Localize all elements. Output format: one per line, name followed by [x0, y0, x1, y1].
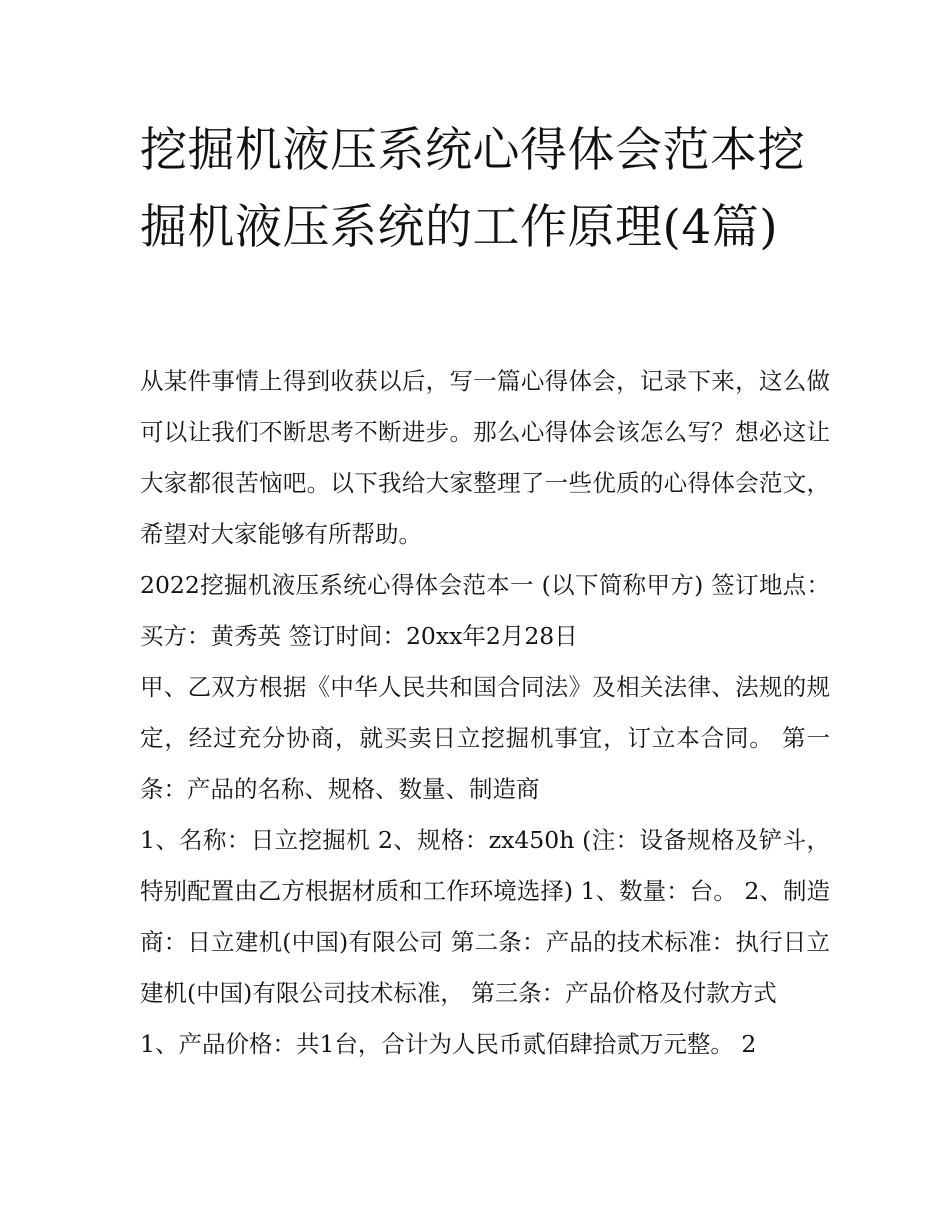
price-paragraph: 1、产品价格：共1台，合计为人民币贰佰肆拾贰万元整。 2 [140, 1030, 757, 1058]
product-spec-paragraph: 1、名称：日立挖掘机 2、规格：zx450h (注：设备规格及铲斗，特别配置由乙方根据材质和工作环境选择) 1、数量：台。 2、制造商：日立建机(中国)有限公司 第二条：产品的技术标准：执行日立建机(中国)有限公司技术标准， 第三条：产品价格及付款方式 [140, 826, 830, 1007]
intro-paragraph: 从某件事情上得到收获以后，写一篇心得体会，记录下来，这么做可以让我们不断思考不断进步。那么心得体会该怎么写？想必这让大家都很苦恼吧。以下我给大家整理了一些优质的心得体会范文，希望对大家能够有所帮助。 [140, 367, 830, 548]
document-body [140, 356, 830, 1070]
document-title: 挖掘机液压系统心得体会范本挖掘机液压系统的工作原理(4篇) [140, 123, 805, 255]
contract-header-paragraph: 2022挖掘机液压系统心得体会范本一 (以下简称甲方) 签订地点： 买方：黄秀英 签订时间：20xx年2月28日 [140, 571, 830, 650]
contract-preamble-paragraph: 甲、乙双方根据《中华人民共和国合同法》及相关法律、法规的规定，经过充分协商，就买卖日立挖掘机事宜，订立本合同。 第一条：产品的名称、规格、数量、制造商 [140, 673, 830, 803]
